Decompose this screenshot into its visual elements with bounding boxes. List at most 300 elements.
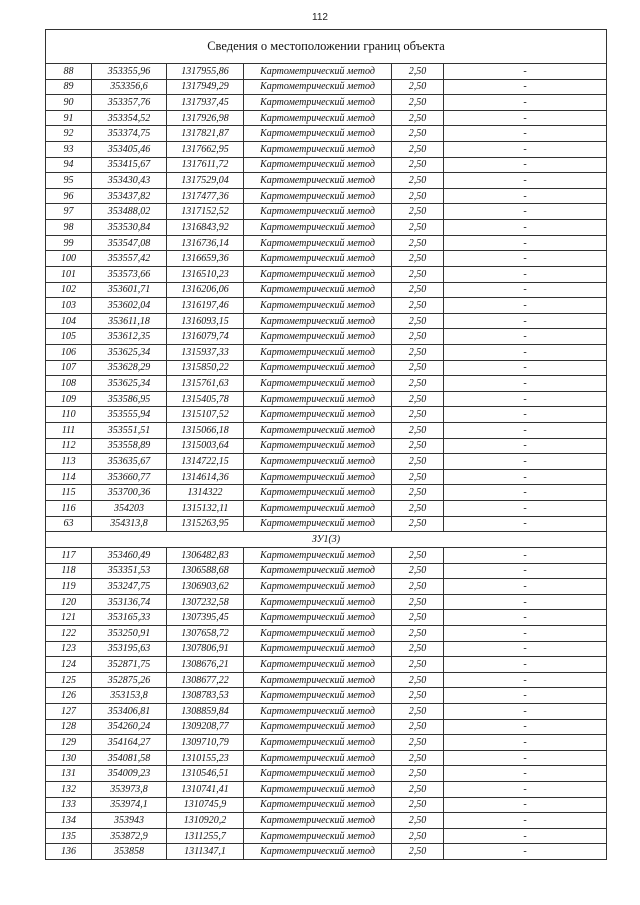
coordinate-x: 353628,29 <box>92 360 167 376</box>
coordinate-y: 1310155,23 <box>167 750 244 766</box>
dash-cell: - <box>444 95 607 111</box>
method-cell: Картометрический метод <box>244 735 392 751</box>
coordinate-x: 353602,04 <box>92 298 167 314</box>
dash-cell: - <box>444 79 607 95</box>
coordinate-x: 353660,77 <box>92 469 167 485</box>
table-row <box>46 251 607 267</box>
method-cell: Картометрический метод <box>244 703 392 719</box>
coordinate-y: 1315132,11 <box>167 501 244 517</box>
dash-cell: - <box>444 204 607 220</box>
dash-cell: - <box>444 188 607 204</box>
table-row <box>46 828 607 844</box>
method-cell: Картометрический метод <box>244 344 392 360</box>
coordinate-x: 353547,08 <box>92 235 167 251</box>
coordinate-y: 1315937,33 <box>167 344 244 360</box>
point-number: 107 <box>46 360 92 376</box>
precision-cell: 2,50 <box>392 235 444 251</box>
point-number: 93 <box>46 142 92 158</box>
table-title: Сведения о местоположении границ объекта <box>46 30 607 64</box>
dash-cell: - <box>444 282 607 298</box>
dash-cell: - <box>444 220 607 236</box>
point-number: 123 <box>46 641 92 657</box>
precision-cell: 2,50 <box>392 157 444 173</box>
point-number: 134 <box>46 813 92 829</box>
table-row <box>46 641 607 657</box>
coordinate-y: 1314322 <box>167 485 244 501</box>
method-cell: Картометрический метод <box>244 235 392 251</box>
method-cell: Картометрический метод <box>244 376 392 392</box>
table-body <box>46 30 607 860</box>
point-number: 136 <box>46 844 92 860</box>
table-row <box>46 485 607 501</box>
table-row <box>46 79 607 95</box>
table-row <box>46 173 607 189</box>
method-cell: Картометрический метод <box>244 64 392 80</box>
table-row <box>46 813 607 829</box>
method-cell: Картометрический метод <box>244 142 392 158</box>
coordinate-y: 1316843,92 <box>167 220 244 236</box>
precision-cell: 2,50 <box>392 344 444 360</box>
coordinate-x: 353625,34 <box>92 344 167 360</box>
precision-cell: 2,50 <box>392 625 444 641</box>
dash-cell: - <box>444 563 607 579</box>
coordinate-x: 353405,46 <box>92 142 167 158</box>
coordinate-x: 353356,6 <box>92 79 167 95</box>
coordinate-x: 353872,9 <box>92 828 167 844</box>
precision-cell: 2,50 <box>392 782 444 798</box>
point-number: 132 <box>46 782 92 798</box>
dash-cell: - <box>444 235 607 251</box>
dash-cell: - <box>444 672 607 688</box>
coordinate-x: 353437,82 <box>92 188 167 204</box>
precision-cell: 2,50 <box>392 703 444 719</box>
method-cell: Картометрический метод <box>244 266 392 282</box>
coordinate-x: 354260,24 <box>92 719 167 735</box>
dash-cell: - <box>444 703 607 719</box>
coordinate-x: 352871,75 <box>92 657 167 673</box>
method-cell: Картометрический метод <box>244 547 392 563</box>
table-row <box>46 454 607 470</box>
table-row <box>46 282 607 298</box>
coordinate-y: 1317477,36 <box>167 188 244 204</box>
coordinate-x: 353374,75 <box>92 126 167 142</box>
dash-cell: - <box>444 579 607 595</box>
coordinate-x: 353136,74 <box>92 594 167 610</box>
precision-cell: 2,50 <box>392 220 444 236</box>
method-cell: Картометрический метод <box>244 313 392 329</box>
method-cell: Картометрический метод <box>244 454 392 470</box>
point-number: 131 <box>46 766 92 782</box>
point-number: 112 <box>46 438 92 454</box>
dash-cell: - <box>444 688 607 704</box>
coordinate-y: 1316079,74 <box>167 329 244 345</box>
point-number: 89 <box>46 79 92 95</box>
method-cell: Картометрический метод <box>244 579 392 595</box>
coordinate-y: 1315066,18 <box>167 423 244 439</box>
coordinate-y: 1317949,29 <box>167 79 244 95</box>
coordinate-x: 352875,26 <box>92 672 167 688</box>
table-row <box>46 469 607 485</box>
coordinate-x: 354009,23 <box>92 766 167 782</box>
method-cell: Картометрический метод <box>244 485 392 501</box>
table-row <box>46 376 607 392</box>
coordinate-y: 1308676,21 <box>167 657 244 673</box>
precision-cell: 2,50 <box>392 407 444 423</box>
table-row <box>46 110 607 126</box>
point-number: 128 <box>46 719 92 735</box>
method-cell: Картометрический метод <box>244 813 392 829</box>
precision-cell: 2,50 <box>392 64 444 80</box>
precision-cell: 2,50 <box>392 266 444 282</box>
point-number: 88 <box>46 64 92 80</box>
coordinate-y: 1315107,52 <box>167 407 244 423</box>
coordinate-x: 354081,58 <box>92 750 167 766</box>
point-number: 116 <box>46 501 92 517</box>
method-cell: Картометрический метод <box>244 110 392 126</box>
point-number: 95 <box>46 173 92 189</box>
method-cell: Картометрический метод <box>244 79 392 95</box>
dash-cell: - <box>444 657 607 673</box>
point-number: 119 <box>46 579 92 595</box>
method-cell: Картометрический метод <box>244 750 392 766</box>
coordinate-x: 353635,67 <box>92 454 167 470</box>
coordinate-x: 353247,75 <box>92 579 167 595</box>
coordinate-y: 1317937,45 <box>167 95 244 111</box>
method-cell: Картометрический метод <box>244 423 392 439</box>
dash-cell: - <box>444 594 607 610</box>
table-row <box>46 407 607 423</box>
point-number: 105 <box>46 329 92 345</box>
dash-cell: - <box>444 344 607 360</box>
coordinate-x: 353415,67 <box>92 157 167 173</box>
table-row <box>46 579 607 595</box>
dash-cell: - <box>444 110 607 126</box>
point-number: 133 <box>46 797 92 813</box>
table-row <box>46 95 607 111</box>
coordinate-x: 353555,94 <box>92 407 167 423</box>
dash-cell: - <box>444 454 607 470</box>
point-number: 125 <box>46 672 92 688</box>
coordinate-y: 1307658,72 <box>167 625 244 641</box>
point-number: 117 <box>46 547 92 563</box>
table-row <box>46 688 607 704</box>
method-cell: Картометрический метод <box>244 95 392 111</box>
dash-cell: - <box>444 64 607 80</box>
coordinate-y: 1316736,14 <box>167 235 244 251</box>
dash-cell: - <box>444 782 607 798</box>
dash-cell: - <box>444 360 607 376</box>
method-cell: Картометрический метод <box>244 438 392 454</box>
precision-cell: 2,50 <box>392 313 444 329</box>
precision-cell: 2,50 <box>392 766 444 782</box>
coordinate-x: 353612,35 <box>92 329 167 345</box>
precision-cell: 2,50 <box>392 454 444 470</box>
method-cell: Картометрический метод <box>244 173 392 189</box>
coordinate-y: 1309208,77 <box>167 719 244 735</box>
table-row <box>46 220 607 236</box>
precision-cell: 2,50 <box>392 391 444 407</box>
table-row <box>46 142 607 158</box>
precision-cell: 2,50 <box>392 735 444 751</box>
point-number: 102 <box>46 282 92 298</box>
precision-cell: 2,50 <box>392 360 444 376</box>
point-number: 92 <box>46 126 92 142</box>
coordinate-y: 1316510,23 <box>167 266 244 282</box>
point-number: 135 <box>46 828 92 844</box>
method-cell: Картометрический метод <box>244 516 392 532</box>
coordinate-x: 353406,81 <box>92 703 167 719</box>
dash-cell: - <box>444 625 607 641</box>
coordinate-y: 1310741,41 <box>167 782 244 798</box>
point-number: 98 <box>46 220 92 236</box>
method-cell: Картометрический метод <box>244 220 392 236</box>
point-number: 114 <box>46 469 92 485</box>
coordinate-y: 1317662,95 <box>167 142 244 158</box>
coordinate-x: 353195,63 <box>92 641 167 657</box>
precision-cell: 2,50 <box>392 485 444 501</box>
coordinate-x: 353700,36 <box>92 485 167 501</box>
precision-cell: 2,50 <box>392 813 444 829</box>
precision-cell: 2,50 <box>392 423 444 439</box>
coordinate-y: 1315003,64 <box>167 438 244 454</box>
dash-cell: - <box>444 797 607 813</box>
coordinate-y: 1317821,87 <box>167 126 244 142</box>
coordinate-x: 353250,91 <box>92 625 167 641</box>
table-row <box>46 766 607 782</box>
method-cell: Картометрический метод <box>244 563 392 579</box>
precision-cell: 2,50 <box>392 797 444 813</box>
point-number: 120 <box>46 594 92 610</box>
dash-cell: - <box>444 641 607 657</box>
coordinate-x: 354164,27 <box>92 735 167 751</box>
coordinate-x: 353355,96 <box>92 64 167 80</box>
method-cell: Картометрический метод <box>244 298 392 314</box>
dash-cell: - <box>444 828 607 844</box>
method-cell: Картометрический метод <box>244 282 392 298</box>
coordinate-y: 1308783,53 <box>167 688 244 704</box>
table-row <box>46 423 607 439</box>
point-number: 97 <box>46 204 92 220</box>
coordinate-y: 1309710,79 <box>167 735 244 751</box>
coordinate-y: 1317529,04 <box>167 173 244 189</box>
table-row <box>46 625 607 641</box>
table-row <box>46 438 607 454</box>
point-number: 129 <box>46 735 92 751</box>
table-row <box>46 313 607 329</box>
method-cell: Картометрический метод <box>244 501 392 517</box>
precision-cell: 2,50 <box>392 501 444 517</box>
coordinate-y: 1315263,95 <box>167 516 244 532</box>
dash-cell: - <box>444 313 607 329</box>
table-row <box>46 844 607 860</box>
method-cell: Картометрический метод <box>244 126 392 142</box>
method-cell: Картометрический метод <box>244 844 392 860</box>
coordinate-y: 1310546,51 <box>167 766 244 782</box>
method-cell: Картометрический метод <box>244 828 392 844</box>
method-cell: Картометрический метод <box>244 688 392 704</box>
dash-cell: - <box>444 547 607 563</box>
table-row <box>46 797 607 813</box>
coordinate-x: 353530,84 <box>92 220 167 236</box>
point-number: 106 <box>46 344 92 360</box>
coordinate-y: 1315850,22 <box>167 360 244 376</box>
method-cell: Картометрический метод <box>244 204 392 220</box>
boundary-table <box>45 29 607 860</box>
coordinate-y: 1316197,46 <box>167 298 244 314</box>
coordinate-x: 353611,18 <box>92 313 167 329</box>
coordinate-x: 353430,43 <box>92 173 167 189</box>
coordinate-y: 1317955,86 <box>167 64 244 80</box>
precision-cell: 2,50 <box>392 469 444 485</box>
dash-cell: - <box>444 142 607 158</box>
page-number: 112 <box>312 12 328 23</box>
coordinate-y: 1314614,36 <box>167 469 244 485</box>
method-cell: Картометрический метод <box>244 657 392 673</box>
precision-cell: 2,50 <box>392 173 444 189</box>
coordinate-y: 1307806,91 <box>167 641 244 657</box>
precision-cell: 2,50 <box>392 579 444 595</box>
coordinate-y: 1307395,45 <box>167 610 244 626</box>
table-row <box>46 126 607 142</box>
coordinate-x: 353460,49 <box>92 547 167 563</box>
method-cell: Картометрический метод <box>244 672 392 688</box>
coordinate-x: 353858 <box>92 844 167 860</box>
precision-cell: 2,50 <box>392 126 444 142</box>
dash-cell: - <box>444 251 607 267</box>
coordinate-y: 1317611,72 <box>167 157 244 173</box>
point-number: 90 <box>46 95 92 111</box>
coordinate-y: 1307232,58 <box>167 594 244 610</box>
coordinate-y: 1308859,84 <box>167 703 244 719</box>
coordinate-y: 1315761,63 <box>167 376 244 392</box>
coordinate-x: 353586,95 <box>92 391 167 407</box>
method-cell: Картометрический метод <box>244 188 392 204</box>
dash-cell: - <box>444 298 607 314</box>
dash-cell: - <box>444 423 607 439</box>
precision-cell: 2,50 <box>392 750 444 766</box>
point-number: 101 <box>46 266 92 282</box>
coordinate-y: 1316093,15 <box>167 313 244 329</box>
precision-cell: 2,50 <box>392 516 444 532</box>
coordinate-y: 1308677,22 <box>167 672 244 688</box>
dash-cell: - <box>444 516 607 532</box>
dash-cell: - <box>444 391 607 407</box>
coordinate-x: 353354,52 <box>92 110 167 126</box>
precision-cell: 2,50 <box>392 672 444 688</box>
table-row <box>46 657 607 673</box>
dash-cell: - <box>444 750 607 766</box>
coordinate-x: 353351,53 <box>92 563 167 579</box>
coordinate-x: 353488,02 <box>92 204 167 220</box>
coordinate-y: 1306482,83 <box>167 547 244 563</box>
coordinate-x: 353625,34 <box>92 376 167 392</box>
dash-cell: - <box>444 501 607 517</box>
table-row <box>46 750 607 766</box>
table-row <box>46 329 607 345</box>
precision-cell: 2,50 <box>392 688 444 704</box>
table-row <box>46 672 607 688</box>
method-cell: Картометрический метод <box>244 594 392 610</box>
point-number: 126 <box>46 688 92 704</box>
coordinate-x: 354313,8 <box>92 516 167 532</box>
coordinate-y: 1317926,98 <box>167 110 244 126</box>
coordinate-y: 1316206,06 <box>167 282 244 298</box>
point-number: 111 <box>46 423 92 439</box>
method-cell: Картометрический метод <box>244 251 392 267</box>
coordinate-y: 1306903,62 <box>167 579 244 595</box>
table-title-row <box>46 30 607 64</box>
precision-cell: 2,50 <box>392 563 444 579</box>
precision-cell: 2,50 <box>392 110 444 126</box>
point-number: 124 <box>46 657 92 673</box>
method-cell: Картометрический метод <box>244 766 392 782</box>
point-number: 104 <box>46 313 92 329</box>
dash-cell: - <box>444 438 607 454</box>
point-number: 122 <box>46 625 92 641</box>
coordinate-y: 1315405,78 <box>167 391 244 407</box>
point-number: 91 <box>46 110 92 126</box>
method-cell: Картометрический метод <box>244 797 392 813</box>
table-row <box>46 391 607 407</box>
coordinate-y: 1310745,9 <box>167 797 244 813</box>
table-row <box>46 703 607 719</box>
table-row <box>46 360 607 376</box>
table-row <box>46 735 607 751</box>
precision-cell: 2,50 <box>392 594 444 610</box>
dash-cell: - <box>444 719 607 735</box>
coordinate-x: 353558,89 <box>92 438 167 454</box>
precision-cell: 2,50 <box>392 376 444 392</box>
coordinate-x: 353153,8 <box>92 688 167 704</box>
table-row <box>46 516 607 532</box>
method-cell: Картометрический метод <box>244 360 392 376</box>
section-label: ЗУ1(3) <box>46 532 607 548</box>
table-row <box>46 563 607 579</box>
precision-cell: 2,50 <box>392 188 444 204</box>
coordinate-y: 1306588,68 <box>167 563 244 579</box>
point-number: 130 <box>46 750 92 766</box>
dash-cell: - <box>444 735 607 751</box>
dash-cell: - <box>444 266 607 282</box>
table-row <box>46 266 607 282</box>
precision-cell: 2,50 <box>392 79 444 95</box>
table-row <box>46 610 607 626</box>
precision-cell: 2,50 <box>392 329 444 345</box>
method-cell: Картометрический метод <box>244 407 392 423</box>
precision-cell: 2,50 <box>392 204 444 220</box>
table-row <box>46 298 607 314</box>
point-number: 118 <box>46 563 92 579</box>
table-row <box>46 64 607 80</box>
coordinate-x: 353165,33 <box>92 610 167 626</box>
dash-cell: - <box>444 329 607 345</box>
point-number: 127 <box>46 703 92 719</box>
dash-cell: - <box>444 766 607 782</box>
coordinate-y: 1317152,52 <box>167 204 244 220</box>
precision-cell: 2,50 <box>392 657 444 673</box>
method-cell: Картометрический метод <box>244 157 392 173</box>
table-row <box>46 719 607 735</box>
table-row <box>46 157 607 173</box>
precision-cell: 2,50 <box>392 282 444 298</box>
coordinate-x: 353601,71 <box>92 282 167 298</box>
table-row <box>46 547 607 563</box>
point-number: 109 <box>46 391 92 407</box>
precision-cell: 2,50 <box>392 828 444 844</box>
point-number: 113 <box>46 454 92 470</box>
dash-cell: - <box>444 485 607 501</box>
method-cell: Картометрический метод <box>244 391 392 407</box>
